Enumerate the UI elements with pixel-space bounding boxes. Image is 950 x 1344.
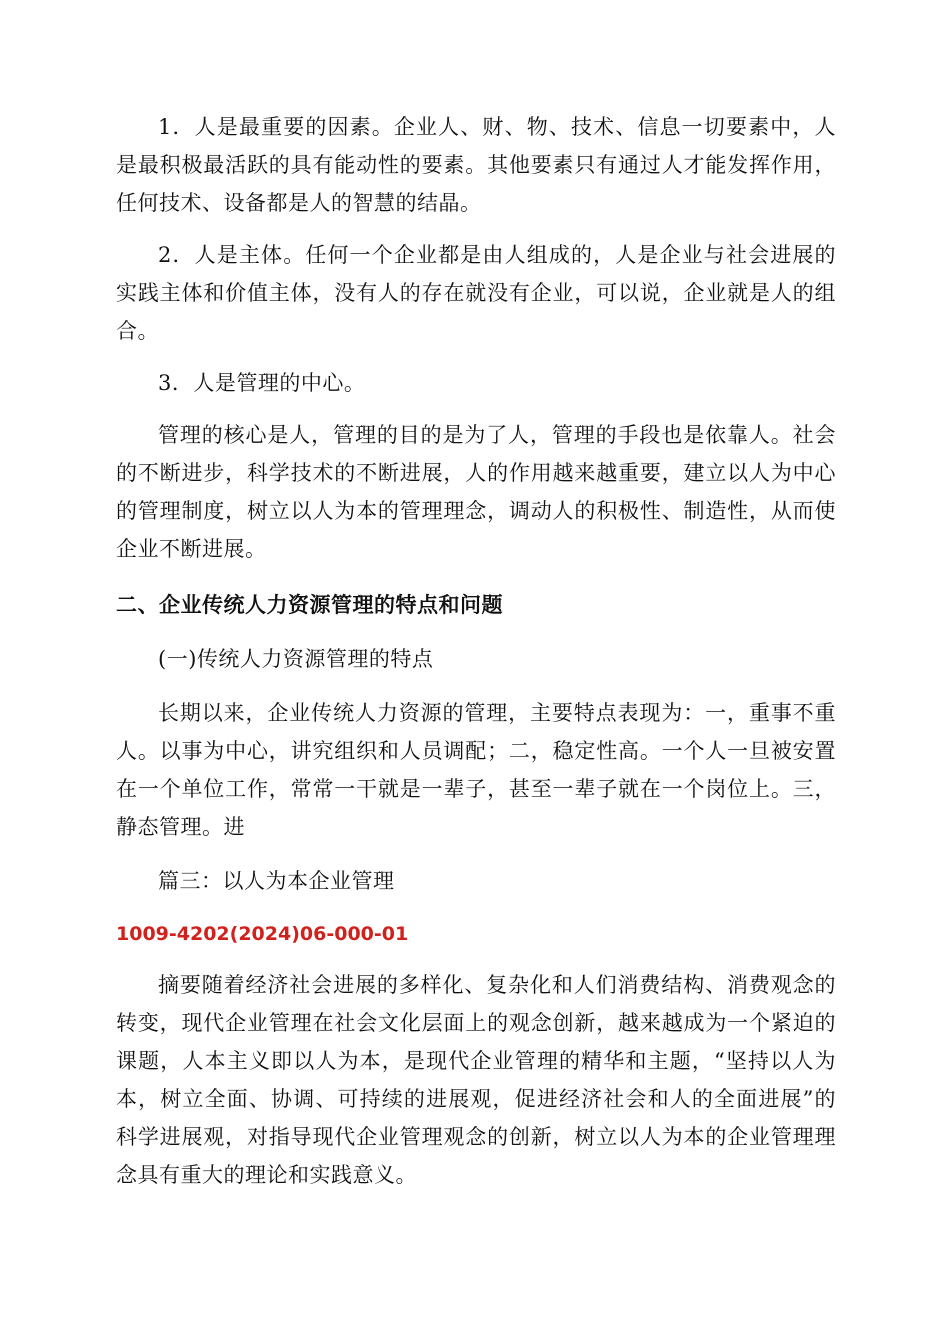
article-code: 1009-4202(2024)06-000-01 — [116, 923, 409, 945]
paragraph-point-1: 1．人是最重要的因素。企业人、财、物、技术、信息一切要素中，人是最积极最活跃的具有能动性的要素。其他要素只有通过人才能发挥作用，任何技术、设备都是人的智慧的结晶。 — [116, 115, 836, 215]
document-page — [116, 108, 836, 1194]
subheading-traditional-features: (一)传统人力资源管理的特点 — [158, 647, 434, 671]
paragraph-point-2: 2．人是主体。任何一个企业都是由人组成的，人是企业与社会进展的实践主体和价值主体，没有人的存在就没有企业，可以说，企业就是人的组合。 — [116, 243, 836, 343]
part-three-title: 篇三：以人为本企业管理 — [158, 869, 395, 893]
paragraph-traditional-features: 长期以来，企业传统人力资源的管理，主要特点表现为：一，重事不重人。以事为中心，讲究组织和人员调配；二，稳定性高。一个人一旦被安置在一个单位工作，常常一干就是一辈子，甚至一辈子就在一个岗位上。三，静态管理。进 — [116, 701, 836, 839]
paragraph-abstract: 摘要随着经济社会进展的多样化、复杂化和人们消费结构、消费观念的转变，现代企业管理在社会文化层面上的观念创新，越来越成为一个紧迫的课题，人本主义即以人为本，是现代企业管理的精华和主题，“坚持以人为本，树立全面、协调、可持续的进展观，促进经济社会和人的全面进展”的科学进展观，对指导现代企业管理观念的创新，树立以人为本的企业管理理念具有重大的理论和实践意义。 — [116, 973, 836, 1187]
section-heading-traditional-hr: 二、企业传统人力资源管理的特点和问题 — [116, 593, 503, 617]
paragraph-point-3: 3．人是管理的中心。 — [158, 371, 366, 395]
paragraph-management-core: 管理的核心是人，管理的目的是为了人，管理的手段也是依靠人。社会的不断进步，科学技术的不断进展，人的作用越来越重要，建立以人为中心的管理制度，树立以人为本的管理理念，调动人的积极性、制造性，从而使企业不断进展。 — [116, 423, 836, 561]
